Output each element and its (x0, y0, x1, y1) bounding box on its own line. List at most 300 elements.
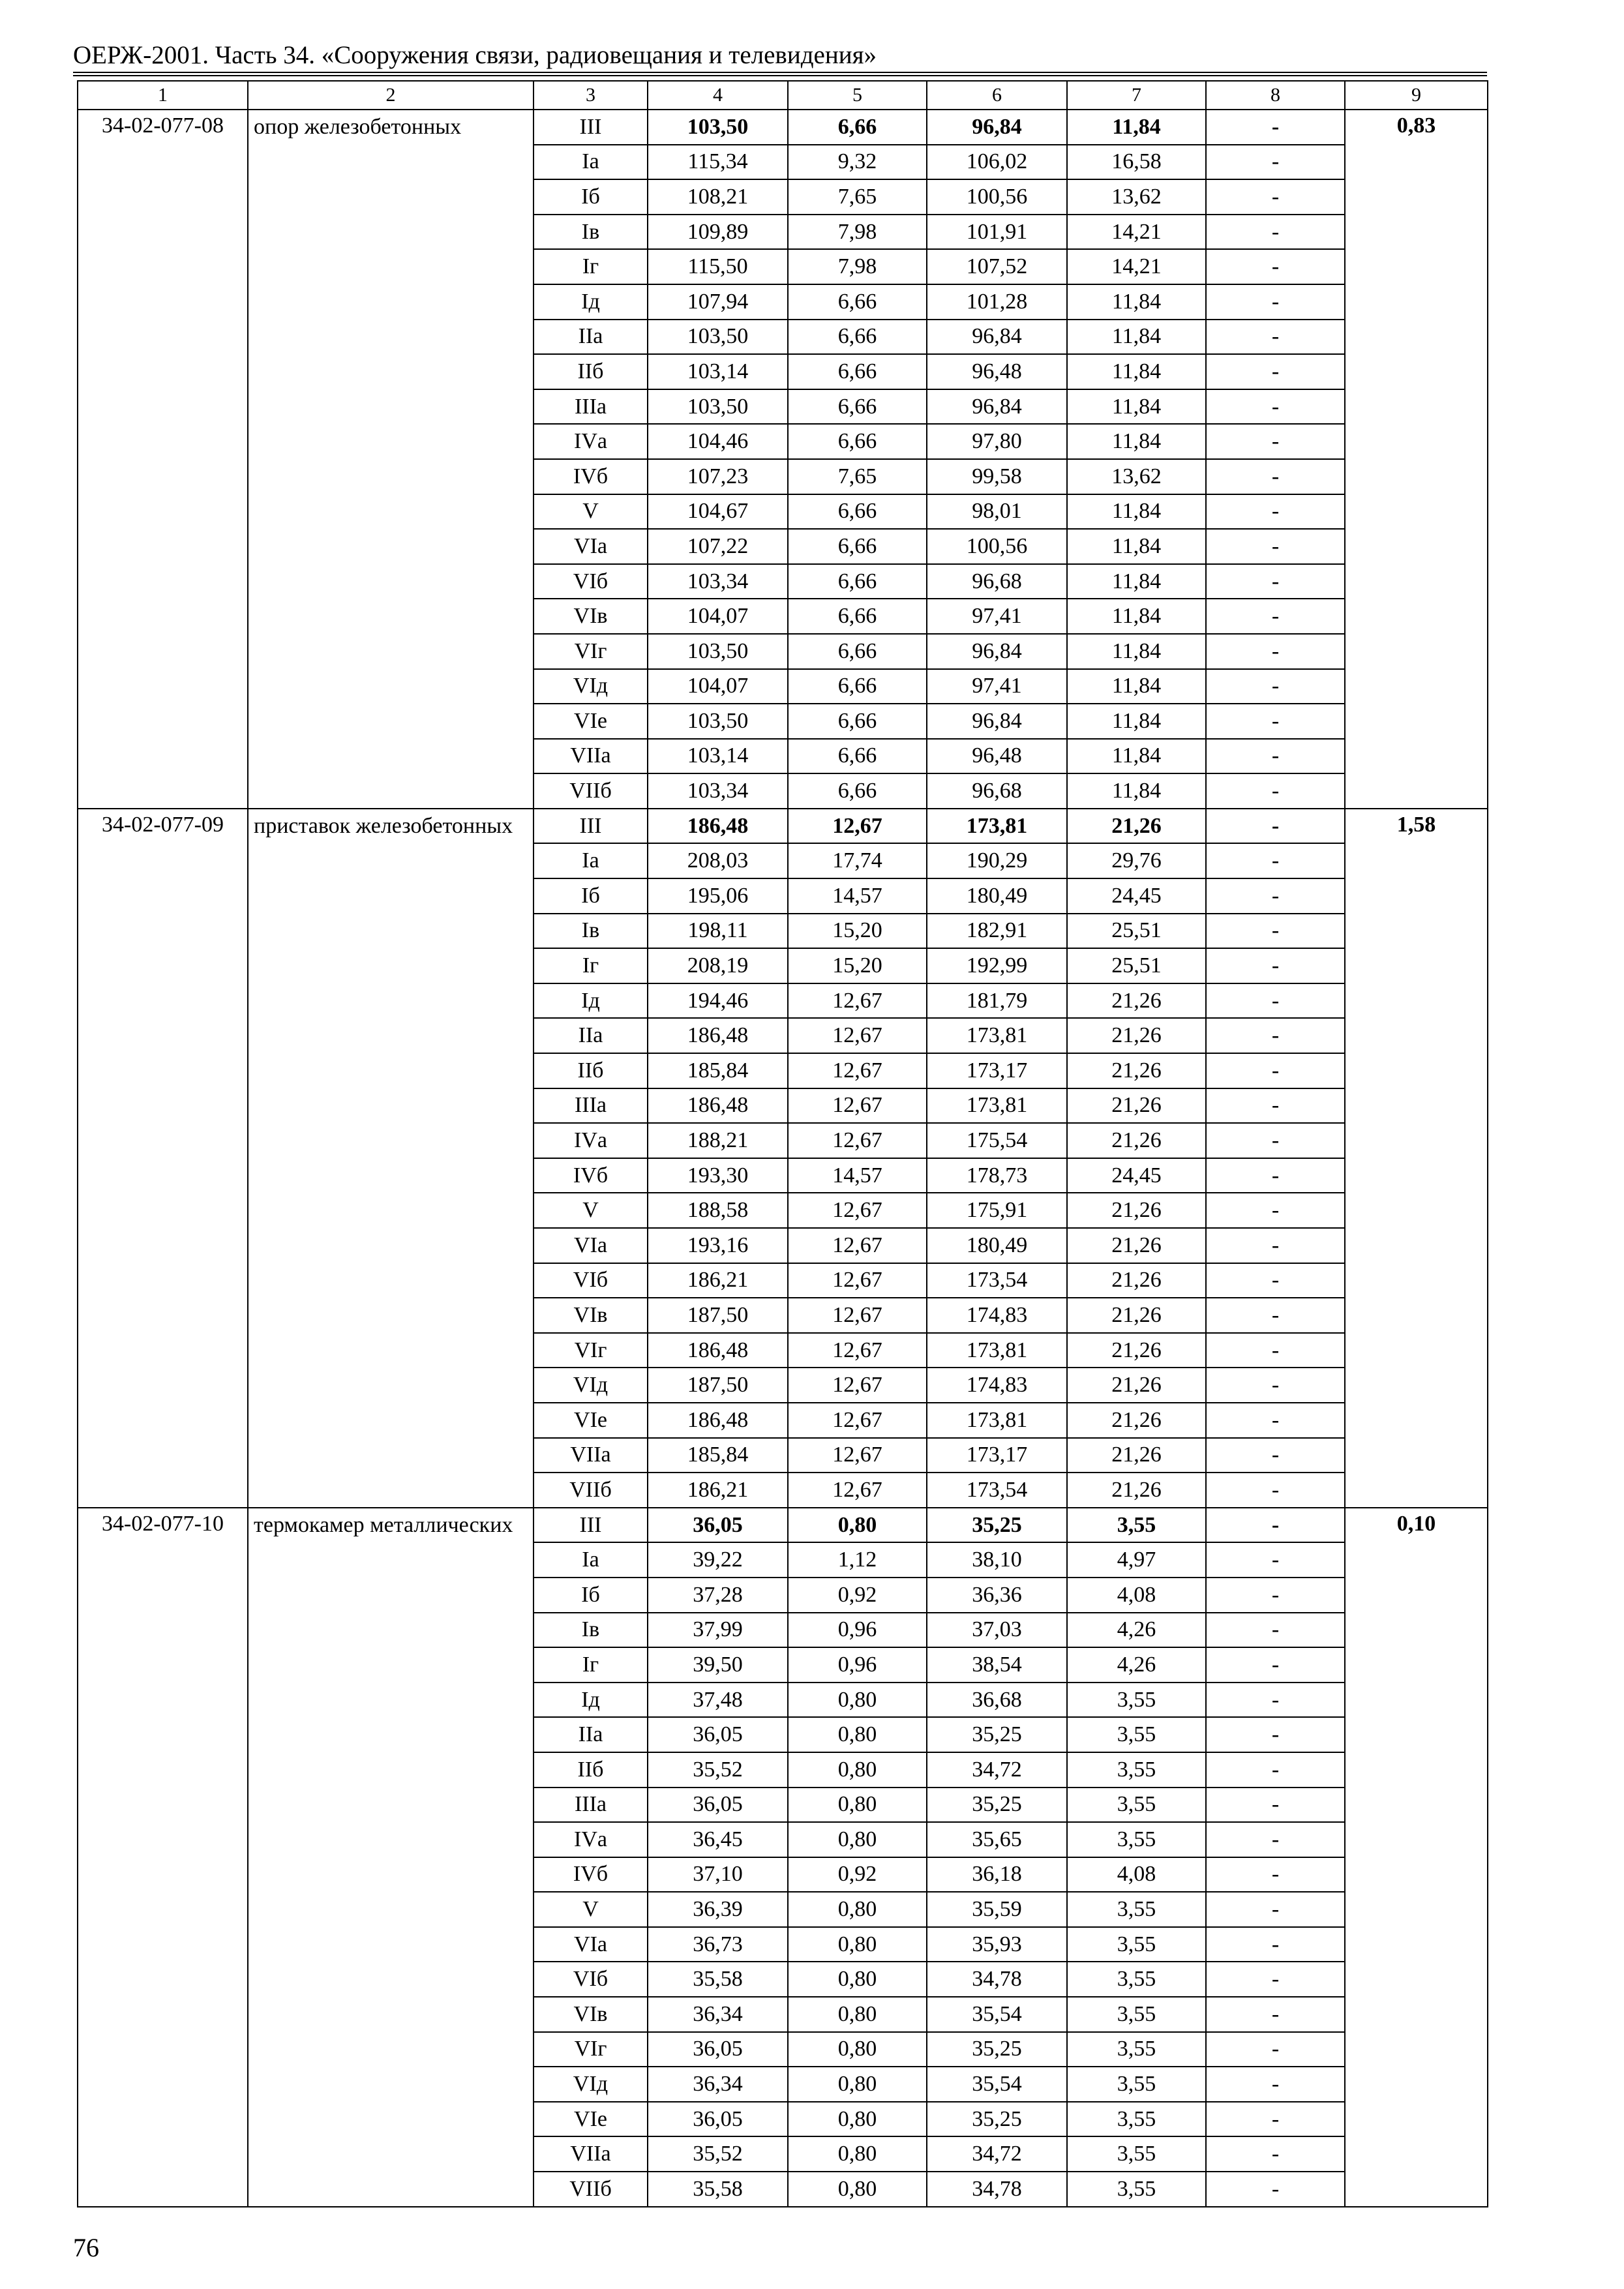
cell-total: 104,07 (648, 599, 788, 634)
cell-total: 37,10 (648, 1857, 788, 1893)
cell-materials: - (1206, 1438, 1345, 1473)
cell-zone: V (534, 1193, 648, 1228)
cell-total: 36,05 (648, 1717, 788, 1752)
cell-materials: - (1206, 564, 1345, 599)
cell-machinist-wages: 11,84 (1067, 494, 1206, 530)
cell-materials: - (1206, 215, 1345, 250)
page-header-title: ОЕРЖ-2001. Часть 34. «Сооружения связи, радиовещания и телевидения» (73, 41, 877, 69)
cell-machinist-wages: 3,55 (1067, 2102, 1206, 2137)
cell-wages: 0,80 (788, 2032, 927, 2067)
cell-machinist-wages: 11,84 (1067, 284, 1206, 320)
cell-machinist-wages: 25,51 (1067, 948, 1206, 983)
cell-total: 185,84 (648, 1438, 788, 1473)
cell-materials: - (1206, 1752, 1345, 1788)
cell-total: 36,05 (648, 2102, 788, 2137)
cell-code: 34-02-077-08 (78, 110, 248, 809)
cell-machines: 35,59 (927, 1892, 1067, 1927)
cell-coefficient: 0,10 (1345, 1508, 1488, 2207)
cell-total: 108,21 (648, 179, 788, 215)
cell-machines: 180,49 (927, 1228, 1067, 1263)
cell-materials: - (1206, 284, 1345, 320)
price-table (77, 80, 1488, 2207)
cell-zone: Iб (534, 878, 648, 914)
cell-zone: IIб (534, 1053, 648, 1088)
cell-zone: III (534, 809, 648, 844)
cell-wages: 12,67 (788, 1123, 927, 1158)
cell-zone: IIIа (534, 389, 648, 425)
cell-machines: 96,84 (927, 110, 1067, 145)
cell-wages: 0,80 (788, 1752, 927, 1788)
cell-wages: 0,96 (788, 1613, 927, 1648)
cell-machines: 36,36 (927, 1578, 1067, 1613)
cell-total: 103,50 (648, 704, 788, 739)
cell-zone: VIIа (534, 1438, 648, 1473)
cell-materials: - (1206, 424, 1345, 459)
cell-total: 104,07 (648, 669, 788, 704)
cell-materials: - (1206, 459, 1345, 494)
cell-zone: IVб (534, 459, 648, 494)
cell-materials: - (1206, 179, 1345, 215)
cell-machinist-wages: 11,84 (1067, 354, 1206, 389)
cell-machinist-wages: 11,84 (1067, 669, 1206, 704)
cell-machinist-wages: 11,84 (1067, 389, 1206, 425)
cell-coefficient: 1,58 (1345, 809, 1488, 1508)
cell-zone: VIIб (534, 773, 648, 809)
cell-wages: 6,66 (788, 739, 927, 774)
cell-machines: 190,29 (927, 843, 1067, 878)
cell-materials: - (1206, 529, 1345, 564)
cell-wages: 6,66 (788, 494, 927, 530)
cell-machines: 38,54 (927, 1647, 1067, 1683)
cell-zone: VIа (534, 1927, 648, 1962)
cell-zone: Iв (534, 215, 648, 250)
cell-total: 115,50 (648, 249, 788, 284)
cell-wages: 12,67 (788, 809, 927, 844)
cell-zone: IIб (534, 354, 648, 389)
cell-materials: - (1206, 354, 1345, 389)
cell-machinist-wages: 13,62 (1067, 179, 1206, 215)
cell-wages: 15,20 (788, 948, 927, 983)
cell-machines: 96,84 (927, 320, 1067, 355)
cell-machines: 174,83 (927, 1298, 1067, 1333)
cell-machines: 173,81 (927, 1088, 1067, 1124)
cell-materials: - (1206, 704, 1345, 739)
cell-machinist-wages: 21,26 (1067, 983, 1206, 1019)
cell-total: 107,94 (648, 284, 788, 320)
cell-zone: Iа (534, 843, 648, 878)
cell-wages: 6,66 (788, 634, 927, 669)
cell-machines: 101,91 (927, 215, 1067, 250)
table-row-main (78, 809, 1488, 844)
cell-wages: 0,80 (788, 1508, 927, 1543)
cell-zone: Iб (534, 1578, 648, 1613)
cell-wages: 6,66 (788, 320, 927, 355)
cell-machinist-wages: 3,55 (1067, 2032, 1206, 2067)
cell-total: 103,50 (648, 634, 788, 669)
cell-zone: VIе (534, 704, 648, 739)
cell-machinist-wages: 21,26 (1067, 1403, 1206, 1438)
cell-total: 103,34 (648, 773, 788, 809)
cell-wages: 6,66 (788, 773, 927, 809)
cell-machinist-wages: 13,62 (1067, 459, 1206, 494)
cell-materials: - (1206, 1578, 1345, 1613)
cell-zone: VIIб (534, 1473, 648, 1508)
cell-machinist-wages: 24,45 (1067, 1158, 1206, 1193)
cell-machinist-wages: 21,26 (1067, 1088, 1206, 1124)
cell-machinist-wages: 11,84 (1067, 424, 1206, 459)
cell-zone: VIд (534, 1368, 648, 1403)
cell-wages: 12,67 (788, 1438, 927, 1473)
cell-zone: V (534, 494, 648, 530)
cell-zone: Iд (534, 284, 648, 320)
cell-total: 208,19 (648, 948, 788, 983)
cell-machines: 36,18 (927, 1857, 1067, 1893)
cell-materials: - (1206, 1788, 1345, 1823)
cell-zone: IVб (534, 1857, 648, 1893)
cell-machinist-wages: 11,84 (1067, 773, 1206, 809)
cell-zone: IIб (534, 1752, 648, 1788)
cell-materials: - (1206, 669, 1345, 704)
cell-machines: 173,81 (927, 1333, 1067, 1368)
cell-total: 35,52 (648, 2136, 788, 2172)
cell-machines: 175,91 (927, 1193, 1067, 1228)
cell-materials: - (1206, 773, 1345, 809)
page-number: 76 (73, 2233, 99, 2262)
cell-wages: 7,98 (788, 249, 927, 284)
cell-machinist-wages: 11,84 (1067, 529, 1206, 564)
cell-materials: - (1206, 1962, 1345, 1997)
cell-materials: - (1206, 1298, 1345, 1333)
cell-zone: VIд (534, 2067, 648, 2102)
cell-materials: - (1206, 320, 1345, 355)
cell-total: 103,50 (648, 110, 788, 145)
cell-coefficient: 0,83 (1345, 110, 1488, 809)
cell-total: 39,22 (648, 1542, 788, 1578)
cell-zone: Iд (534, 1683, 648, 1718)
column-number: 8 (1206, 81, 1345, 110)
cell-materials: - (1206, 1717, 1345, 1752)
cell-machinist-wages: 4,08 (1067, 1857, 1206, 1893)
cell-wages: 6,66 (788, 424, 927, 459)
cell-machinist-wages: 21,26 (1067, 1018, 1206, 1053)
cell-total: 36,45 (648, 1822, 788, 1857)
cell-materials: - (1206, 110, 1345, 145)
cell-materials: - (1206, 1088, 1345, 1124)
cell-machines: 34,78 (927, 2172, 1067, 2207)
cell-code: 34-02-077-10 (78, 1508, 248, 2207)
cell-zone: VIв (534, 1997, 648, 2032)
cell-wages: 6,66 (788, 564, 927, 599)
cell-machinist-wages: 11,84 (1067, 704, 1206, 739)
cell-zone: VIг (534, 1333, 648, 1368)
cell-wages: 6,66 (788, 669, 927, 704)
cell-total: 115,34 (648, 145, 788, 180)
cell-wages: 7,98 (788, 215, 927, 250)
cell-machines: 100,56 (927, 529, 1067, 564)
cell-zone: Iв (534, 1613, 648, 1648)
cell-total: 36,05 (648, 1788, 788, 1823)
cell-zone: VIб (534, 564, 648, 599)
cell-machines: 181,79 (927, 983, 1067, 1019)
cell-total: 186,48 (648, 809, 788, 844)
cell-machines: 173,81 (927, 1403, 1067, 1438)
cell-machines: 34,72 (927, 2136, 1067, 2172)
column-number: 5 (788, 81, 927, 110)
cell-machines: 173,54 (927, 1473, 1067, 1508)
cell-wages: 0,80 (788, 1788, 927, 1823)
cell-wages: 6,66 (788, 284, 927, 320)
cell-materials: - (1206, 914, 1345, 949)
cell-materials: - (1206, 1018, 1345, 1053)
column-number: 6 (927, 81, 1067, 110)
cell-total: 103,50 (648, 320, 788, 355)
cell-name: опор железобетонных (248, 110, 534, 809)
cell-total: 186,48 (648, 1088, 788, 1124)
cell-zone: VIIб (534, 2172, 648, 2207)
cell-wages: 6,66 (788, 599, 927, 634)
cell-machines: 173,81 (927, 809, 1067, 844)
table-row-main (78, 1508, 1488, 1543)
cell-wages: 7,65 (788, 179, 927, 215)
cell-machinist-wages: 3,55 (1067, 2136, 1206, 2172)
cell-zone: IIа (534, 320, 648, 355)
cell-materials: - (1206, 1368, 1345, 1403)
cell-name: приставок железобетонных (248, 809, 534, 1508)
cell-machines: 97,41 (927, 669, 1067, 704)
cell-machinist-wages: 14,21 (1067, 215, 1206, 250)
cell-materials: - (1206, 878, 1345, 914)
cell-total: 186,21 (648, 1263, 788, 1298)
cell-zone: IVа (534, 424, 648, 459)
cell-machines: 37,03 (927, 1613, 1067, 1648)
cell-name: термокамер металлических (248, 1508, 534, 2207)
cell-wages: 0,80 (788, 2172, 927, 2207)
cell-total: 198,11 (648, 914, 788, 949)
cell-machines: 35,25 (927, 1508, 1067, 1543)
cell-machinist-wages: 21,26 (1067, 1368, 1206, 1403)
cell-machinist-wages: 11,84 (1067, 739, 1206, 774)
cell-wages: 12,67 (788, 1403, 927, 1438)
cell-materials: - (1206, 1822, 1345, 1857)
cell-wages: 0,80 (788, 1683, 927, 1718)
cell-machinist-wages: 3,55 (1067, 1752, 1206, 1788)
cell-zone: VIа (534, 529, 648, 564)
cell-zone: IIIа (534, 1088, 648, 1124)
price-table-body (78, 81, 1488, 2207)
cell-total: 194,46 (648, 983, 788, 1019)
cell-zone: III (534, 1508, 648, 1543)
cell-machines: 175,54 (927, 1123, 1067, 1158)
cell-machines: 173,54 (927, 1263, 1067, 1298)
cell-machines: 192,99 (927, 948, 1067, 983)
cell-wages: 0,80 (788, 1962, 927, 1997)
cell-zone: Iд (534, 983, 648, 1019)
cell-machinist-wages: 21,26 (1067, 1438, 1206, 1473)
cell-total: 36,39 (648, 1892, 788, 1927)
cell-materials: - (1206, 1473, 1345, 1508)
cell-machinist-wages: 3,55 (1067, 1822, 1206, 1857)
cell-machinist-wages: 16,58 (1067, 145, 1206, 180)
cell-wages: 0,80 (788, 1892, 927, 1927)
cell-wages: 12,67 (788, 1193, 927, 1228)
column-number: 2 (248, 81, 534, 110)
cell-machines: 35,65 (927, 1822, 1067, 1857)
cell-zone: Iг (534, 249, 648, 284)
cell-materials: - (1206, 1613, 1345, 1648)
cell-wages: 0,96 (788, 1647, 927, 1683)
cell-machinist-wages: 3,55 (1067, 1683, 1206, 1718)
cell-wages: 12,67 (788, 1298, 927, 1333)
cell-zone: Iб (534, 179, 648, 215)
cell-wages: 12,67 (788, 1473, 927, 1508)
cell-materials: - (1206, 249, 1345, 284)
cell-machinist-wages: 11,84 (1067, 599, 1206, 634)
cell-total: 36,34 (648, 1997, 788, 2032)
cell-materials: - (1206, 1997, 1345, 2032)
header-rule-top (73, 72, 1487, 73)
cell-zone: VIе (534, 1403, 648, 1438)
cell-total: 185,84 (648, 1053, 788, 1088)
cell-machines: 180,49 (927, 878, 1067, 914)
cell-machinist-wages: 3,55 (1067, 1508, 1206, 1543)
cell-total: 187,50 (648, 1298, 788, 1333)
cell-materials: - (1206, 2067, 1345, 2102)
cell-zone: VIг (534, 2032, 648, 2067)
cell-zone: IVа (534, 1822, 648, 1857)
cell-machines: 173,81 (927, 1018, 1067, 1053)
cell-machines: 106,02 (927, 145, 1067, 180)
cell-machinist-wages: 4,97 (1067, 1542, 1206, 1578)
cell-wages: 14,57 (788, 878, 927, 914)
cell-machinist-wages: 3,55 (1067, 1788, 1206, 1823)
cell-machines: 35,25 (927, 1788, 1067, 1823)
cell-zone: Iг (534, 948, 648, 983)
cell-materials: - (1206, 599, 1345, 634)
cell-machinist-wages: 3,55 (1067, 1962, 1206, 1997)
cell-machinist-wages: 21,26 (1067, 1298, 1206, 1333)
cell-machinist-wages: 25,51 (1067, 914, 1206, 949)
cell-total: 35,58 (648, 1962, 788, 1997)
cell-machinist-wages: 21,26 (1067, 1228, 1206, 1263)
cell-wages: 12,67 (788, 1333, 927, 1368)
cell-total: 193,16 (648, 1228, 788, 1263)
cell-wages: 6,66 (788, 354, 927, 389)
cell-total: 187,50 (648, 1368, 788, 1403)
cell-machines: 96,84 (927, 389, 1067, 425)
cell-machines: 96,84 (927, 704, 1067, 739)
cell-materials: - (1206, 389, 1345, 425)
cell-total: 109,89 (648, 215, 788, 250)
cell-machines: 96,48 (927, 354, 1067, 389)
cell-machinist-wages: 4,08 (1067, 1578, 1206, 1613)
cell-total: 103,50 (648, 389, 788, 425)
cell-zone: VIг (534, 634, 648, 669)
cell-machinist-wages: 3,55 (1067, 1997, 1206, 2032)
cell-wages: 0,80 (788, 2067, 927, 2102)
cell-wages: 17,74 (788, 843, 927, 878)
cell-machines: 34,78 (927, 1962, 1067, 1997)
cell-materials: - (1206, 1053, 1345, 1088)
cell-total: 195,06 (648, 878, 788, 914)
cell-wages: 15,20 (788, 914, 927, 949)
cell-zone: III (534, 110, 648, 145)
cell-wages: 1,12 (788, 1542, 927, 1578)
cell-materials: - (1206, 1683, 1345, 1718)
cell-total: 208,03 (648, 843, 788, 878)
cell-wages: 14,57 (788, 1158, 927, 1193)
column-number-row (78, 81, 1488, 110)
cell-total: 36,05 (648, 1508, 788, 1543)
cell-machines: 96,68 (927, 773, 1067, 809)
cell-materials: - (1206, 809, 1345, 844)
cell-machines: 99,58 (927, 459, 1067, 494)
cell-wages: 9,32 (788, 145, 927, 180)
cell-wages: 12,67 (788, 1368, 927, 1403)
cell-zone: VIIа (534, 2136, 648, 2172)
cell-machinist-wages: 3,55 (1067, 2172, 1206, 2207)
table-row-main (78, 110, 1488, 145)
column-number: 1 (78, 81, 248, 110)
cell-wages: 6,66 (788, 110, 927, 145)
cell-total: 104,46 (648, 424, 788, 459)
cell-machines: 35,25 (927, 2102, 1067, 2137)
cell-zone: V (534, 1892, 648, 1927)
cell-wages: 6,66 (788, 389, 927, 425)
cell-machinist-wages: 21,26 (1067, 809, 1206, 844)
cell-wages: 12,67 (788, 983, 927, 1019)
cell-machinist-wages: 11,84 (1067, 634, 1206, 669)
cell-wages: 0,80 (788, 1927, 927, 1962)
cell-zone: IIIа (534, 1788, 648, 1823)
cell-materials: - (1206, 1542, 1345, 1578)
cell-zone: IVб (534, 1158, 648, 1193)
cell-wages: 0,80 (788, 2136, 927, 2172)
cell-materials: - (1206, 494, 1345, 530)
cell-wages: 12,67 (788, 1228, 927, 1263)
cell-machinist-wages: 21,26 (1067, 1263, 1206, 1298)
cell-materials: - (1206, 1892, 1345, 1927)
cell-wages: 0,80 (788, 1822, 927, 1857)
cell-wages: 12,67 (788, 1018, 927, 1053)
cell-zone: VIб (534, 1263, 648, 1298)
cell-materials: - (1206, 1123, 1345, 1158)
cell-machines: 96,84 (927, 634, 1067, 669)
cell-total: 36,34 (648, 2067, 788, 2102)
cell-machines: 35,54 (927, 2067, 1067, 2102)
column-number: 7 (1067, 81, 1206, 110)
cell-total: 36,73 (648, 1927, 788, 1962)
cell-total: 103,34 (648, 564, 788, 599)
cell-zone: Iа (534, 145, 648, 180)
cell-machines: 173,17 (927, 1053, 1067, 1088)
cell-total: 37,99 (648, 1613, 788, 1648)
cell-zone: VIв (534, 599, 648, 634)
cell-materials: - (1206, 1263, 1345, 1298)
cell-total: 36,05 (648, 2032, 788, 2067)
cell-zone: Iа (534, 1542, 648, 1578)
cell-materials: - (1206, 2032, 1345, 2067)
cell-materials: - (1206, 739, 1345, 774)
cell-total: 35,58 (648, 2172, 788, 2207)
cell-materials: - (1206, 2102, 1345, 2137)
cell-zone: VIIа (534, 739, 648, 774)
cell-wages: 0,80 (788, 1717, 927, 1752)
cell-total: 35,52 (648, 1752, 788, 1788)
cell-wages: 12,67 (788, 1088, 927, 1124)
column-number: 4 (648, 81, 788, 110)
cell-machinist-wages: 3,55 (1067, 1892, 1206, 1927)
cell-machines: 173,17 (927, 1438, 1067, 1473)
